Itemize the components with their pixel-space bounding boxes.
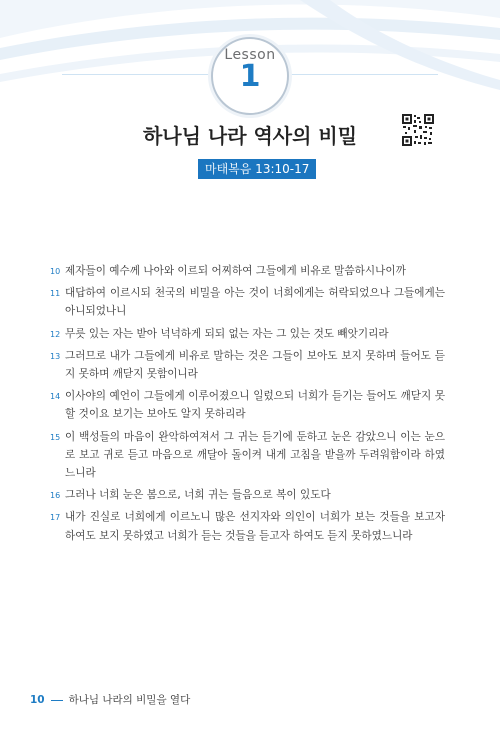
verse-number: 10 bbox=[50, 267, 61, 276]
verse-text: 그러므로 내가 그들에게 비유로 말하는 것은 그들이 보아도 보지 못하며 들어도 듣지 못하며 깨닫지 못함이니라 bbox=[65, 349, 445, 381]
verse-number: 13 bbox=[50, 351, 61, 361]
footer-dash bbox=[51, 700, 63, 701]
verse-number: 11 bbox=[50, 289, 61, 299]
verse-number: 16 bbox=[50, 491, 61, 501]
verse bbox=[50, 284, 445, 320]
verse-number: 15 bbox=[50, 432, 61, 442]
verse bbox=[50, 262, 445, 280]
verse bbox=[50, 347, 445, 383]
verse bbox=[50, 325, 445, 343]
verse bbox=[50, 486, 445, 504]
verse-number: 17 bbox=[50, 513, 61, 523]
verse-text: 대답하여 이르시되 천국의 비밀을 아는 것이 너희에게는 허락되었으나 그들에게는 아니되었나니 bbox=[65, 287, 445, 318]
lesson-number: 1 bbox=[239, 59, 261, 94]
verse-number: 14 bbox=[50, 392, 61, 402]
page-footer bbox=[30, 692, 190, 707]
verse-text: 제자들이 예수께 나아와 이르되 어찌하여 그들에게 비유로 말씀하시나이까 bbox=[65, 265, 406, 277]
page-number: 10 bbox=[30, 694, 45, 706]
verse-number: 12 bbox=[50, 329, 61, 339]
verse bbox=[50, 428, 445, 483]
lesson-label: Lesson bbox=[224, 47, 276, 63]
scripture-reference-badge: 마태복음 13:10-17 bbox=[198, 159, 316, 179]
verse-list bbox=[50, 262, 445, 549]
qr-code-icon bbox=[402, 114, 434, 146]
page-title: 하나님 나라 역사의 비밀 bbox=[142, 124, 358, 148]
verse-text: 무릇 있는 자는 받아 넉넉하게 되되 없는 자는 그 있는 것도 빼앗기리라 bbox=[65, 327, 389, 340]
verse-text: 내가 진실로 너희에게 이르노니 많은 선지자와 의인이 너희가 보는 것들을 보고자 하여도 보지 못하였고 너희가 듣는 것들을 듣고자 하여도 듣지 못하였느니라 bbox=[65, 511, 445, 542]
lesson-badge bbox=[211, 37, 289, 115]
verse bbox=[50, 387, 445, 423]
verse-text: 이 백성들의 마음이 완악하여져서 그 귀는 듣기에 둔하고 눈은 감았으니 이는 눈으로 보고 귀로 듣고 마음으로 깨달아 돌이켜 내게 고침을 받을까 두려워함이라 하였느니라 bbox=[65, 430, 445, 480]
book-title: 하나님 나라의 비밀을 열다 bbox=[68, 694, 191, 706]
verse-text: 이사야의 예언이 그들에게 이루어졌으니 일렀으되 너희가 듣기는 들어도 깨닫지 못할 것이요 보기는 보아도 알지 못하리라 bbox=[65, 390, 445, 421]
verse-text: 그러나 너희 눈은 봄으로, 너희 귀는 들음으로 복이 있도다 bbox=[65, 489, 331, 502]
verse bbox=[50, 508, 445, 544]
